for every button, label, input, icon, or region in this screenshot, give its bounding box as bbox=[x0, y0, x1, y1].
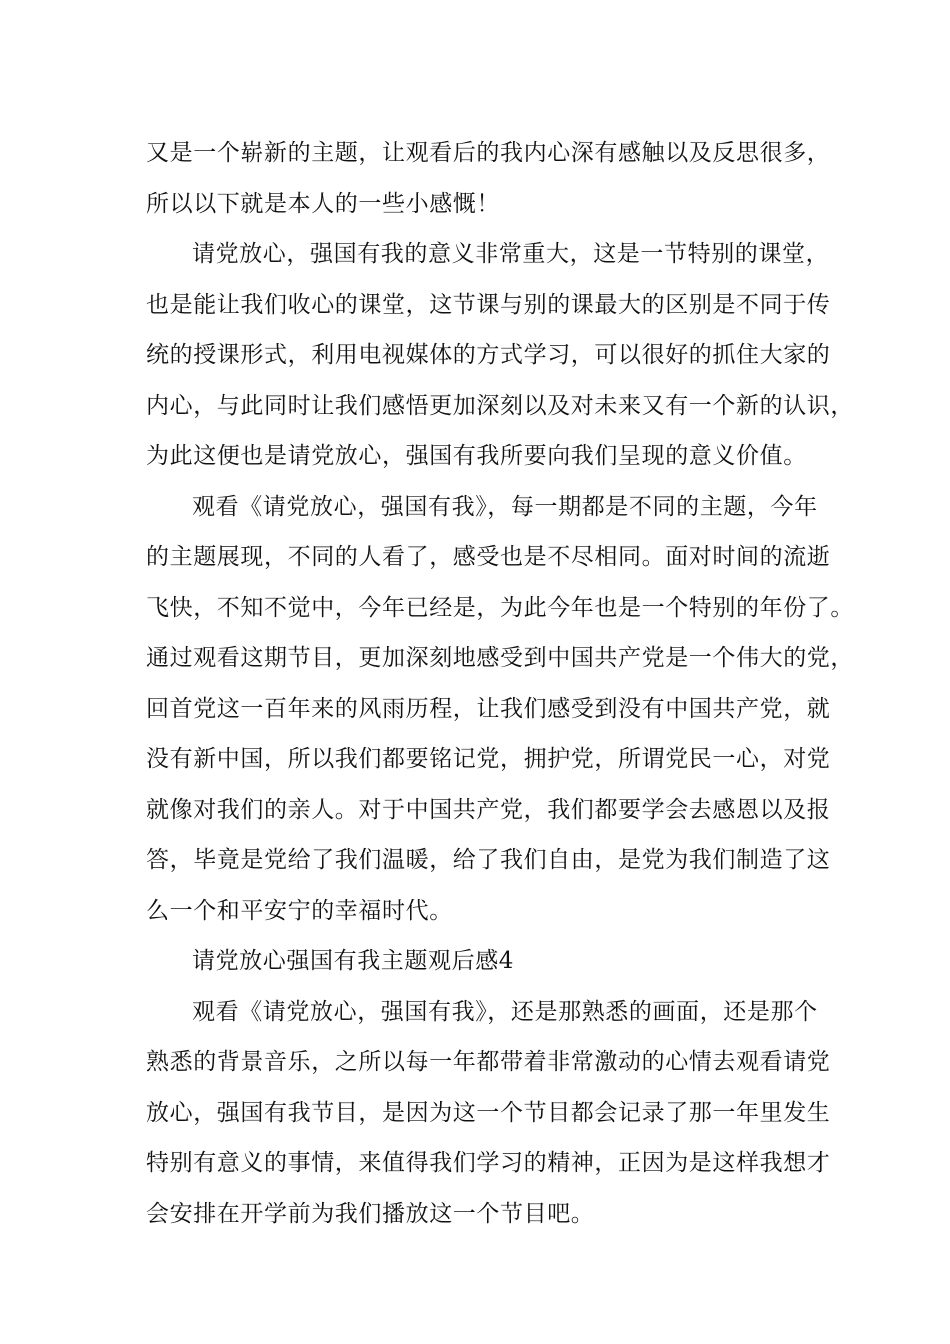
text-line: 特别有意义的事情，来值得我们学习的精神，正因为是这样我想才 bbox=[146, 1150, 831, 1176]
paragraph-start-line: 观看《请党放心，强国有我》，还是那熟悉的画面，还是那个 bbox=[192, 998, 818, 1025]
text-line: 为此这便也是请党放心，强国有我所要向我们呈现的意义价值。 bbox=[146, 443, 807, 469]
text-line: 回首党这一百年来的风雨历程，让我们感受到没有中国共产党，就 bbox=[146, 695, 831, 722]
text-line: 熟悉的背景音乐，之所以每一年都带着非常激动的心情去观看请党 bbox=[146, 1049, 831, 1075]
text-line: 飞快，不知不觉中，今年已经是，为此今年也是一个特别的年份了。 bbox=[146, 594, 854, 621]
document-body bbox=[146, 128, 854, 1239]
text-line: 内心，与此同时让我们感悟更加深刻以及对未来又有一个新的认识， bbox=[146, 392, 854, 419]
text-line: 的主题展现，不同的人看了，感受也是不尽相同。面对时间的流逝 bbox=[146, 544, 831, 570]
text-line: 就像对我们的亲人。对于中国共产党，我们都要学会去感恩以及报 bbox=[146, 796, 831, 823]
paragraph-start-line: 观看《请党放心，强国有我》，每一期都是不同的主题，今年 bbox=[192, 493, 818, 520]
text-line: 也是能让我们收心的课堂，这节课与别的课最大的区别是不同于传 bbox=[146, 291, 831, 318]
text-line: 统的授课形式，利用电视媒体的方式学习，可以很好的抓住大家的 bbox=[146, 342, 831, 368]
text-line: 又是一个崭新的主题，让观看后的我内心深有感触以及反思很多， bbox=[146, 140, 831, 166]
text-line: 放心，强国有我节目，是因为这一个节目都会记录了那一年里发生 bbox=[146, 1099, 831, 1126]
text-line: 么一个和平安宁的幸福时代。 bbox=[146, 897, 453, 924]
text-line: 所以以下就是本人的一些小感慨！ bbox=[146, 190, 500, 217]
text-line: 没有新中国，所以我们都要铭记党，拥护党，所谓党民一心，对党 bbox=[146, 746, 831, 772]
paragraph-start-line: 请党放心，强国有我的意义非常重大，这是一节特别的课堂， bbox=[192, 241, 830, 267]
text-line: 答，毕竟是党给了我们温暖，给了我们自由，是党为我们制造了这 bbox=[146, 847, 831, 873]
text-line: 通过观看这期节目，更加深刻地感受到中国共产党是一个伟大的党， bbox=[146, 645, 854, 671]
section-heading: 请党放心强国有我主题观后感4 bbox=[192, 948, 515, 974]
text-line: 会安排在开学前为我们播放这一个节目吧。 bbox=[146, 1200, 595, 1227]
